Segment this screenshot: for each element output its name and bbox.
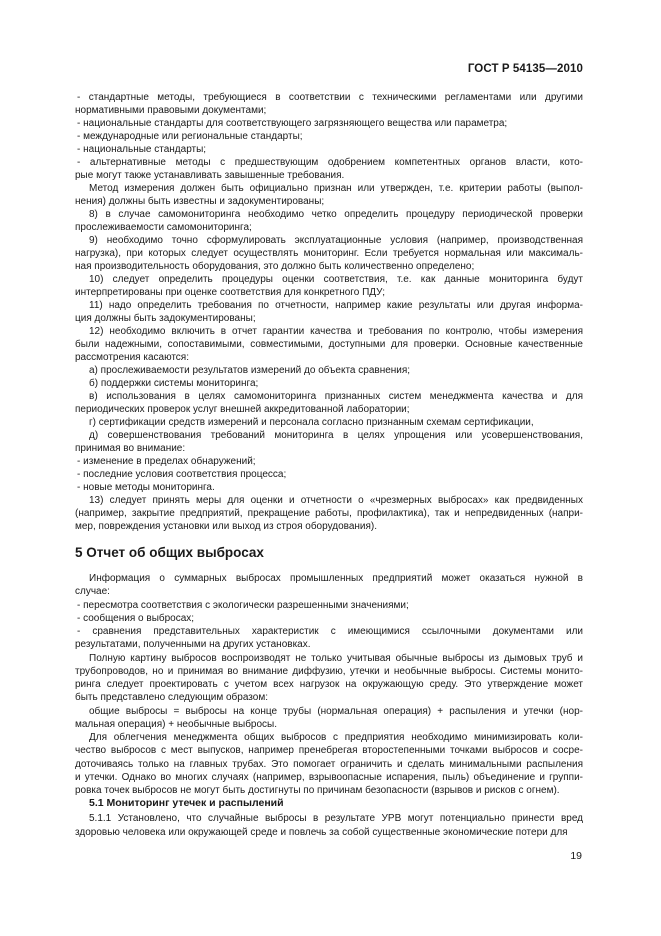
text-line: ринга следует проектировать с учетом всех нагрузок на окружающую среду. Это утверждение может: [75, 679, 583, 690]
text-line: рые могут также устанавливать завышенные требования.: [75, 170, 345, 181]
text-line: в) использования в целях самомониторинга признанных систем менеджмента качества и для: [89, 391, 583, 402]
paragraph: [75, 325, 583, 364]
text-line: д) совершенствования требований мониторинга в целях упрощения или усовершенствования,: [89, 430, 583, 441]
text-line: и утечки. Однако во многих случаях (например, взрывоопасные испарения, пыль) объединение и группи-: [75, 771, 583, 783]
paragraph: [75, 599, 583, 612]
paragraph: [75, 273, 583, 299]
paragraph: [75, 572, 583, 599]
paragraph: [75, 182, 583, 208]
subsection-heading: 5.1 Мониторинг утечек и распылений: [89, 797, 284, 809]
text-line: - пересмотра соответствия с экологически разрешенными значениями;: [77, 599, 409, 611]
text-line: общие выбросы = выбросы на конце трубы (нормальная операция) + распыления и утечки (нор-: [89, 705, 583, 717]
paragraph: [75, 625, 583, 652]
text-line: доточиваясь только на главных трубах. Это помогает ограничить и сделать минимальными распыления: [75, 758, 583, 770]
text-line: 12) необходимо включить в отчет гарантии качества и требования по контролю, чтобы измерения: [89, 326, 583, 337]
text-line: 10) следует определить процедуры оценки соответствия, т.е. как данные мониторинга будут: [89, 274, 583, 285]
text-line: Информация о суммарных выбросах промышленных предприятий может оказаться нужной в: [89, 573, 583, 584]
text-line: - изменение в пределах обнаружений;: [77, 456, 256, 467]
paragraph: [75, 299, 583, 325]
text-line: результатами, полученными на других установках.: [75, 639, 311, 651]
paragraph: [75, 481, 583, 494]
paragraph: [75, 234, 583, 273]
text-line: 9) необходимо точно сформулировать эксплуатационные условия (например, производственная: [89, 235, 583, 246]
text-line: быть представлено следующим образом:: [75, 692, 268, 704]
text-line: здоровью человека или окружающей среде и повлечь за собой существенные экономические потери для: [75, 826, 568, 838]
text-line: а) прослеживаемости результатов измерений до объекта сравнения;: [89, 365, 411, 376]
text-line: ровка точек выбросов не могут быть достигнуты по причинам безопасности (взрывов и рисков с огнем).: [75, 785, 560, 796]
section-heading: 5 Отчет об общих выбросах: [75, 545, 264, 560]
body-text-block: [75, 572, 583, 797]
body-text-block: [75, 812, 583, 839]
text-line: - последние условия соответствия процесса;: [77, 469, 287, 480]
paragraph: [75, 377, 583, 390]
text-line: г) сертификации средств измерений и персонала согласно признанным схемам сертификации,: [89, 417, 534, 428]
text-line: интерпретированы при оценке соответствия для конкретного ПДУ;: [75, 287, 386, 298]
paragraph: [75, 652, 583, 705]
paragraph: [75, 429, 583, 455]
text-line: - альтернативные методы с предшествующим одобрением компетентных органов власти, кото-: [77, 157, 583, 168]
text-line: мальная операция) + необычные выбросы.: [75, 718, 278, 730]
text-line: принимая во внимание:: [75, 443, 186, 454]
text-line: - сравнения представительных характеристик с имеющимися ссылочными документами или: [77, 626, 583, 637]
text-line: - международные или региональные стандарты;: [77, 131, 303, 142]
paragraph: [75, 91, 583, 117]
text-line: нения) должны быть известны и задокументированы;: [75, 196, 325, 207]
text-line: мер, повреждения установки или выход из строя оборудования).: [75, 521, 378, 532]
paragraph: [75, 812, 583, 839]
paragraph: [75, 468, 583, 481]
text-line: (например, закрытие предприятий, прекращение работы, профилактика), так и непредвиденных (напри-: [75, 508, 583, 519]
text-line: чество выбросов с мест выпусков, например пренебрегая второстепенными точками выбросов и сосре-: [75, 745, 583, 757]
paragraph: [75, 705, 583, 732]
text-line: 11) надо определить требования по отчетности, например какие результаты или другая информа-: [89, 300, 583, 311]
page-number: 19: [570, 850, 582, 862]
text-line: 13) следует принять меры для оценки и отчетности о «чрезмерных выбросах» как предвиденных: [89, 495, 583, 506]
paragraph: [75, 390, 583, 416]
text-line: периодических проверок услуг внешней аккредитованной лаборатории;: [75, 404, 410, 415]
text-line: Для облегчения менеджмента общих выбросов с предприятия необходимо минимизировать коли-: [89, 732, 583, 743]
text-line: Полную картину выбросов воспроизводят не только учитывая обычные выбросы из дымовых труб и: [89, 652, 583, 664]
paragraph: [75, 455, 583, 468]
paragraph: [75, 731, 583, 797]
paragraph: [75, 208, 583, 234]
text-line: - национальные стандарты для соответствующего загрязняющего вещества или параметра;: [77, 118, 508, 129]
text-line: были надежными, сопоставимыми, совместимыми, доступными для проверки. Основные качественные: [75, 339, 583, 350]
body-text-block: [75, 91, 583, 533]
paragraph: [75, 117, 583, 130]
text-line: рассмотрения касаются:: [75, 352, 190, 363]
paragraph: [75, 612, 583, 625]
paragraph: [75, 364, 583, 377]
text-line: - стандартные методы, требующиеся в соответствии с техническими регламентами или другими: [77, 92, 583, 103]
paragraph: [75, 130, 583, 143]
paragraph: [75, 156, 583, 182]
text-line: 5.1.1 Установлено, что случайные выбросы в результате УРВ могут потенциально принести вред: [89, 813, 583, 824]
text-line: нагрузка), при которых следует осуществлять мониторинг. Если требуется нормальная или максималь-: [75, 248, 583, 259]
paragraph: [75, 416, 583, 429]
text-line: трубопроводов, но и принимая во внимание диффузию, утечки и необычные выбросы. Системы монито-: [75, 665, 583, 677]
text-line: ная производительность оборудования, это должно быть количественно определено;: [75, 261, 475, 272]
paragraph: [75, 494, 583, 533]
text-line: - сообщения о выбросах;: [77, 612, 195, 624]
text-line: прослеживаемости самомониторинга;: [75, 222, 252, 233]
paragraph: [75, 143, 583, 156]
text-line: ция должны быть задокументированы;: [75, 313, 256, 324]
text-line: - новые методы мониторинга.: [77, 482, 215, 493]
text-line: нормативными правовыми документами;: [75, 105, 267, 116]
text-line: Метод измерения должен быть официально признан или утвержден, т.е. критерии работы (выпол-: [89, 183, 583, 194]
document-id-header: ГОСТ Р 54135—2010: [467, 63, 583, 75]
text-line: - национальные стандарты;: [77, 144, 207, 155]
text-line: 8) в случае самомониторинга необходимо четко определить процедуру периодической проверки: [89, 209, 583, 220]
text-line: случае:: [75, 586, 110, 598]
text-line: б) поддержки системы мониторинга;: [89, 378, 259, 389]
